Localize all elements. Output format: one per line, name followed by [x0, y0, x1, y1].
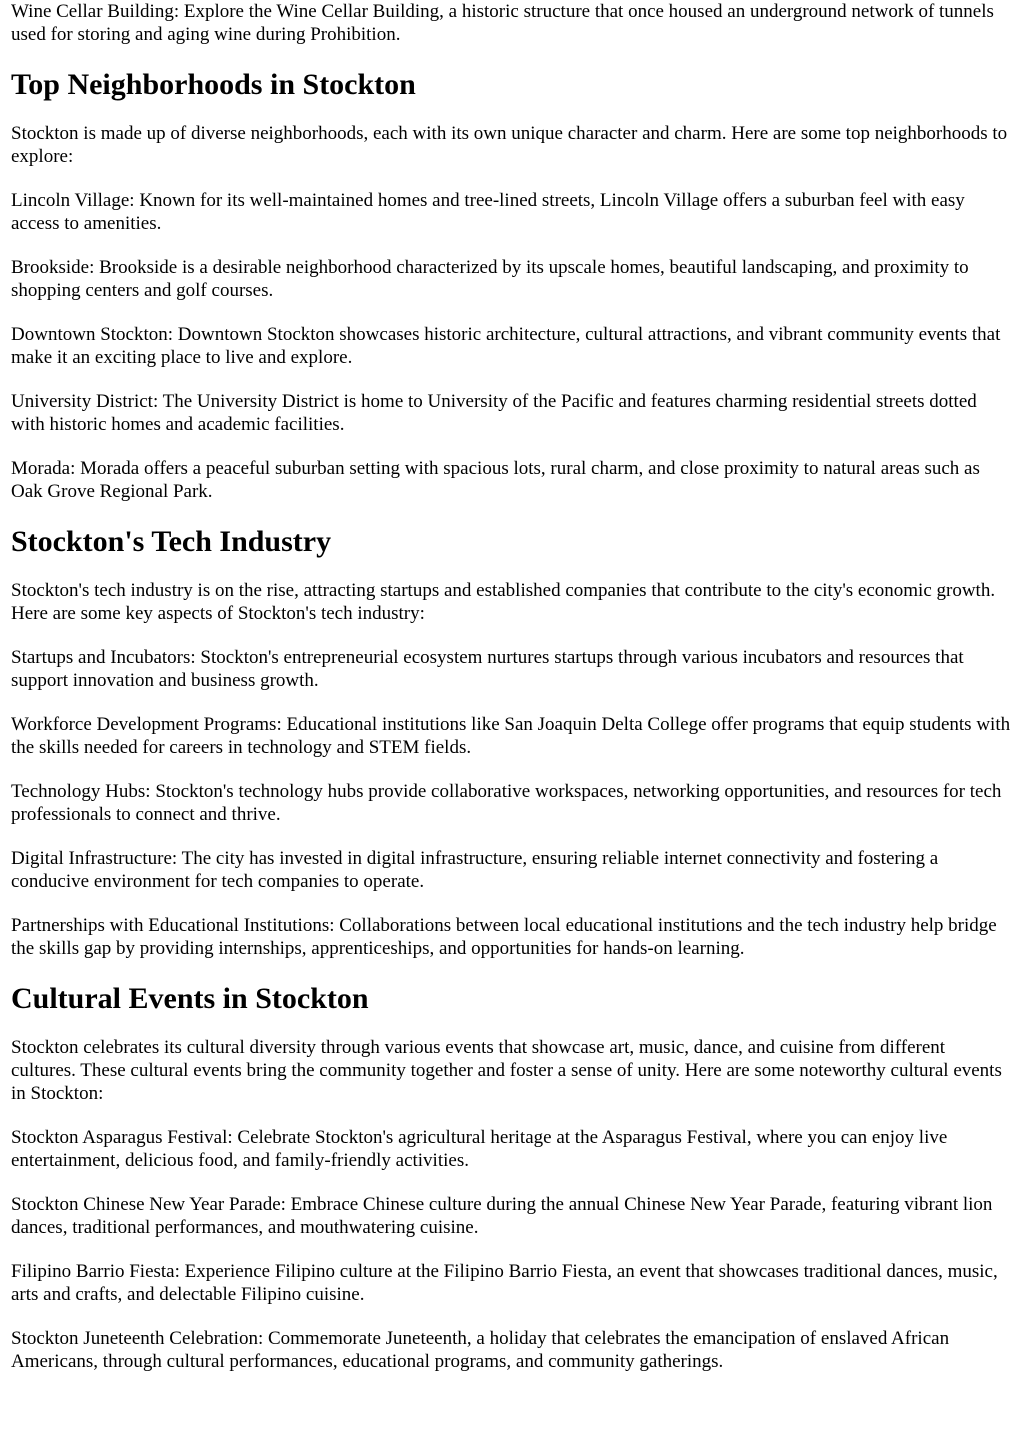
tech-industry-section — [11, 524, 1014, 960]
lincoln-village-paragraph: Lincoln Village: Known for its well-maintained homes and tree-lined streets, Lincoln Village offers a suburban feel with easy access to amenities. — [11, 190, 965, 234]
workforce-paragraph: Workforce Development Programs: Educational institutions like San Joaquin Delta College offer programs that equip students with the skills needed for careers in technology and STEM fields. — [11, 714, 1011, 758]
cultural-events-heading: Cultural Events in Stockton — [11, 982, 369, 1015]
partnerships-paragraph: Partnerships with Educational Institutions: Collaborations between local educational institutions and the tech industry help bridge the skills gap by providing internships, apprenticeships, and opportunities for hands-on learning. — [11, 915, 997, 959]
barrio-fiesta-paragraph: Filipino Barrio Fiesta: Experience Filipino culture at the Filipino Barrio Fiesta, an event that showcases traditional dances, music, arts and crafts, and delectable Filipino cuisine. — [11, 1261, 998, 1305]
university-district-paragraph: University District: The University District is home to University of the Pacific and features charming residential streets dotted with historic homes and academic facilities. — [11, 391, 977, 435]
morada-paragraph: Morada: Morada offers a peaceful suburban setting with spacious lots, rural charm, and close proximity to natural areas such as Oak Grove Regional Park. — [11, 458, 980, 502]
chinese-new-year-paragraph: Stockton Chinese New Year Parade: Embrace Chinese culture during the annual Chinese New Year Parade, featuring vibrant lion dances, traditional performances, and mouthwatering cuisine. — [11, 1194, 993, 1238]
digital-infrastructure-paragraph: Digital Infrastructure: The city has invested in digital infrastructure, ensuring reliable internet connectivity and fostering a conducive environment for tech companies to operate. — [11, 848, 939, 892]
cultural-intro-paragraph: Stockton celebrates its cultural diversity through various events that showcase art, music, dance, and cuisine from different cultures. These cultural events bring the community together and foster a sense of unity. Here are some noteworthy cultural events in Stockton: — [11, 1037, 1002, 1104]
juneteenth-paragraph: Stockton Juneteenth Celebration: Commemorate Juneteenth, a holiday that celebrates the emancipation of enslaved African Americans, through cultural performances, educational programs, and community gatherings. — [11, 1328, 950, 1372]
downtown-stockton-paragraph: Downtown Stockton: Downtown Stockton showcases historic architecture, cultural attractions, and vibrant community events that make it an exciting place to live and explore. — [11, 324, 1001, 368]
asparagus-festival-paragraph: Stockton Asparagus Festival: Celebrate Stockton's agricultural heritage at the Asparagus Festival, where you can enjoy live entertainment, delicious food, and family-friendly activities. — [11, 1127, 948, 1171]
wine-cellar-paragraph: Wine Cellar Building: Explore the Wine Cellar Building, a historic structure that once housed an underground network of tunnels used for storing and aging wine during Prohibition. — [11, 1, 994, 45]
brookside-paragraph: Brookside: Brookside is a desirable neighborhood characterized by its upscale homes, beautiful landscaping, and proximity to shopping centers and golf courses. — [11, 257, 969, 301]
tech-industry-heading: Stockton's Tech Industry — [11, 525, 332, 558]
tech-intro-paragraph: Stockton's tech industry is on the rise, attracting startups and established companies that contribute to the city's economic growth. Here are some key aspects of Stockton's tech industry: — [11, 580, 996, 624]
technology-hubs-paragraph: Technology Hubs: Stockton's technology hubs provide collaborative workspaces, networking opportunities, and resources for tech professionals to connect and thrive. — [11, 781, 1002, 825]
neighborhoods-heading: Top Neighborhoods in Stockton — [11, 68, 416, 101]
neighborhoods-section — [11, 67, 1014, 503]
startups-paragraph: Startups and Incubators: Stockton's entrepreneurial ecosystem nurtures startups through various incubators and resources that support innovation and business growth. — [11, 647, 964, 691]
cultural-events-section — [11, 981, 1014, 1373]
neighborhoods-intro-paragraph: Stockton is made up of diverse neighborhoods, each with its own unique character and charm. Here are some top neighborhoods to explore: — [11, 123, 1008, 167]
